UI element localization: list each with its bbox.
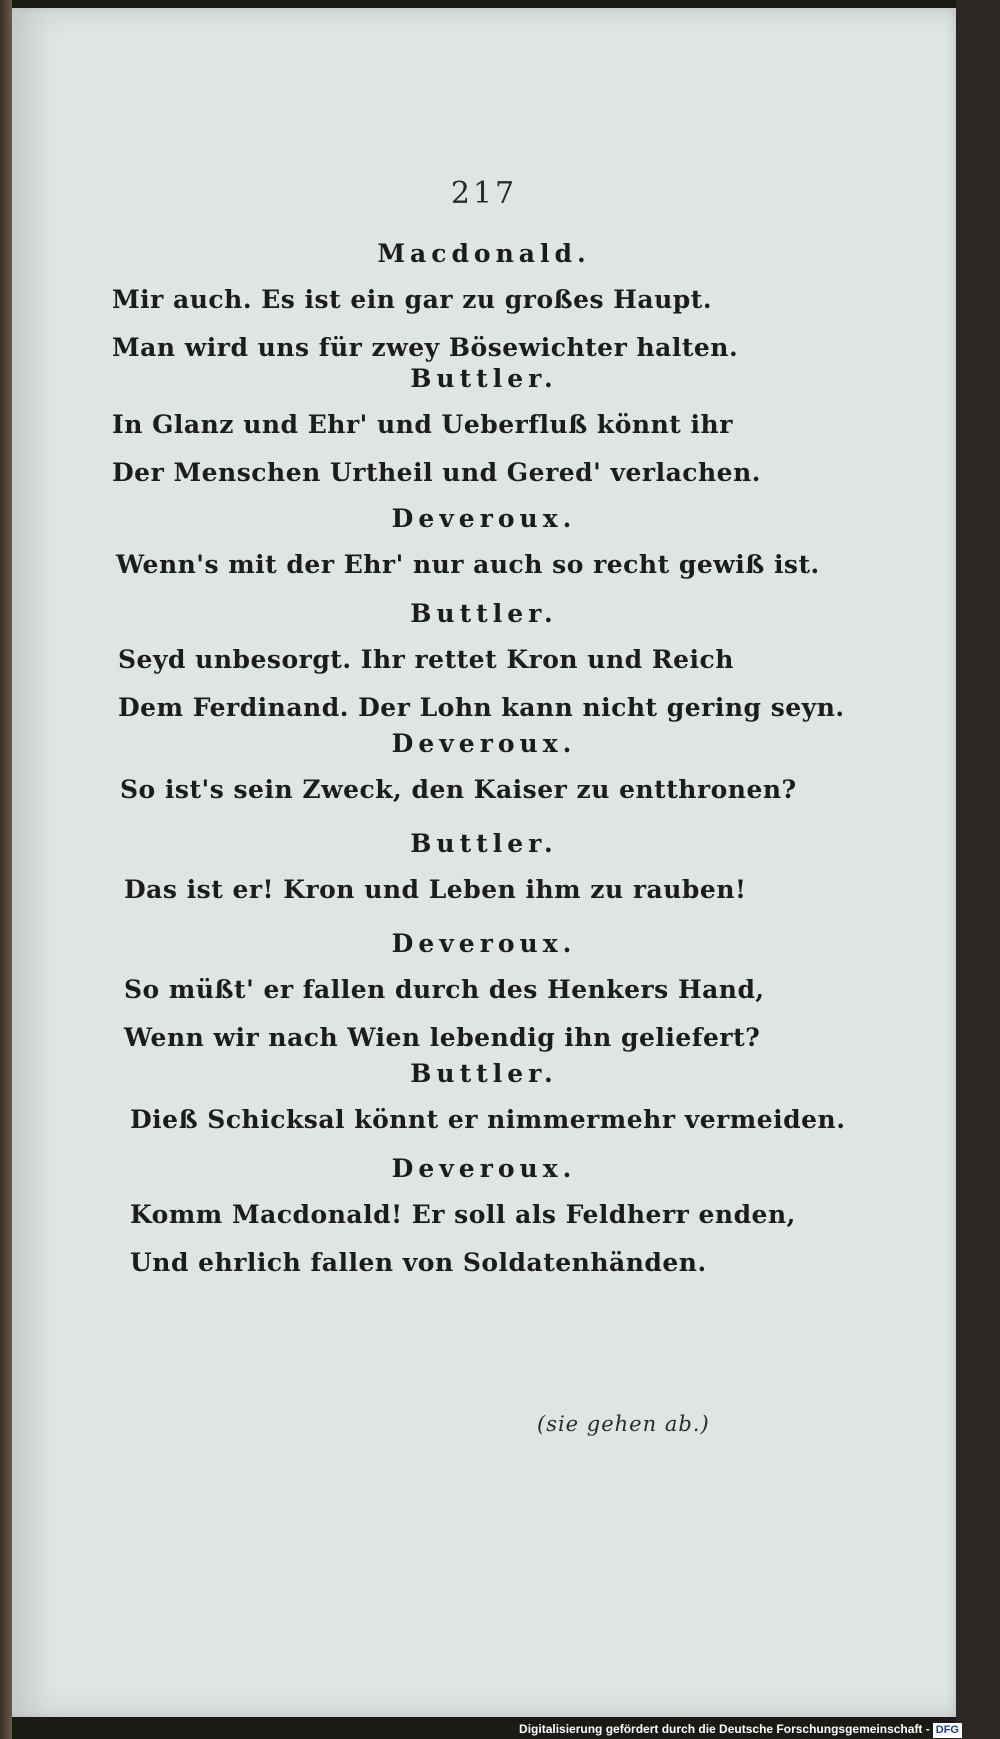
stage-direction: (sie gehen ab.) — [537, 1412, 710, 1436]
verse-line: Man wird uns für zwey Bösewichter halten. — [112, 333, 739, 362]
dialogue-entry — [12, 1147, 956, 1287]
speaker-name: Deveroux. — [391, 929, 577, 958]
dialogue-entry — [12, 592, 956, 732]
verse-line: Der Menschen Urtheil und Gered' verlachen. — [112, 458, 761, 487]
dialogue-entry — [12, 922, 956, 1062]
speaker-name: Deveroux. — [391, 729, 577, 758]
verse-line: Das ist er! Kron und Leben ihm zu rauben! — [124, 875, 747, 904]
speaker-name: Buttler. — [410, 364, 558, 393]
speaker-name: Deveroux. — [391, 504, 577, 533]
dialogue-entry — [12, 722, 956, 814]
dialogue-entry — [12, 357, 956, 497]
digitization-credit — [519, 1719, 962, 1739]
dfg-logo: DFG — [933, 1723, 962, 1738]
speaker-name: Deveroux. — [391, 1154, 577, 1183]
credit-text: Digitalisierung gefördert durch die Deutsche Forschungsgemeinschaft - — [519, 1722, 930, 1736]
book-spine-edge — [0, 0, 12, 1739]
verse-line: In Glanz und Ehr' und Ueberfluß könnt ihr — [112, 410, 733, 439]
dialogue-entry — [12, 822, 956, 914]
verse-line: Wenn's mit der Ehr' nur auch so recht gewiß ist. — [116, 550, 820, 579]
verse-line: Seyd unbesorgt. Ihr rettet Kron und Reich — [118, 645, 734, 674]
verse-line: So müßt' er fallen durch des Henkers Hand, — [124, 975, 765, 1004]
page-number: 217 — [450, 176, 518, 211]
speaker-name: Buttler. — [410, 599, 558, 628]
verse-line: Mir auch. Es ist ein gar zu großes Haupt. — [112, 285, 713, 314]
speaker-name: Macdonald. — [377, 239, 591, 268]
dialogue-entry — [12, 497, 956, 589]
verse-line: Komm Macdonald! Er soll als Feldherr enden, — [130, 1200, 796, 1229]
dialogue-entry — [12, 232, 956, 372]
speaker-name: Buttler. — [410, 829, 558, 858]
verse-line: Und ehrlich fallen von Soldatenhänden. — [130, 1248, 707, 1277]
verse-line: Dieß Schicksal könnt er nimmermehr vermeiden. — [130, 1105, 846, 1134]
dialogue-entry — [12, 1052, 956, 1144]
verse-line: Dem Ferdinand. Der Lohn kann nicht gering seyn. — [118, 693, 845, 722]
book-page — [12, 8, 956, 1717]
verse-line: So ist's sein Zweck, den Kaiser zu entthronen? — [120, 775, 797, 804]
speaker-name: Buttler. — [410, 1059, 558, 1088]
page-edge-shadow — [956, 0, 1000, 1739]
verse-line: Wenn wir nach Wien lebendig ihn geliefert? — [124, 1023, 761, 1052]
